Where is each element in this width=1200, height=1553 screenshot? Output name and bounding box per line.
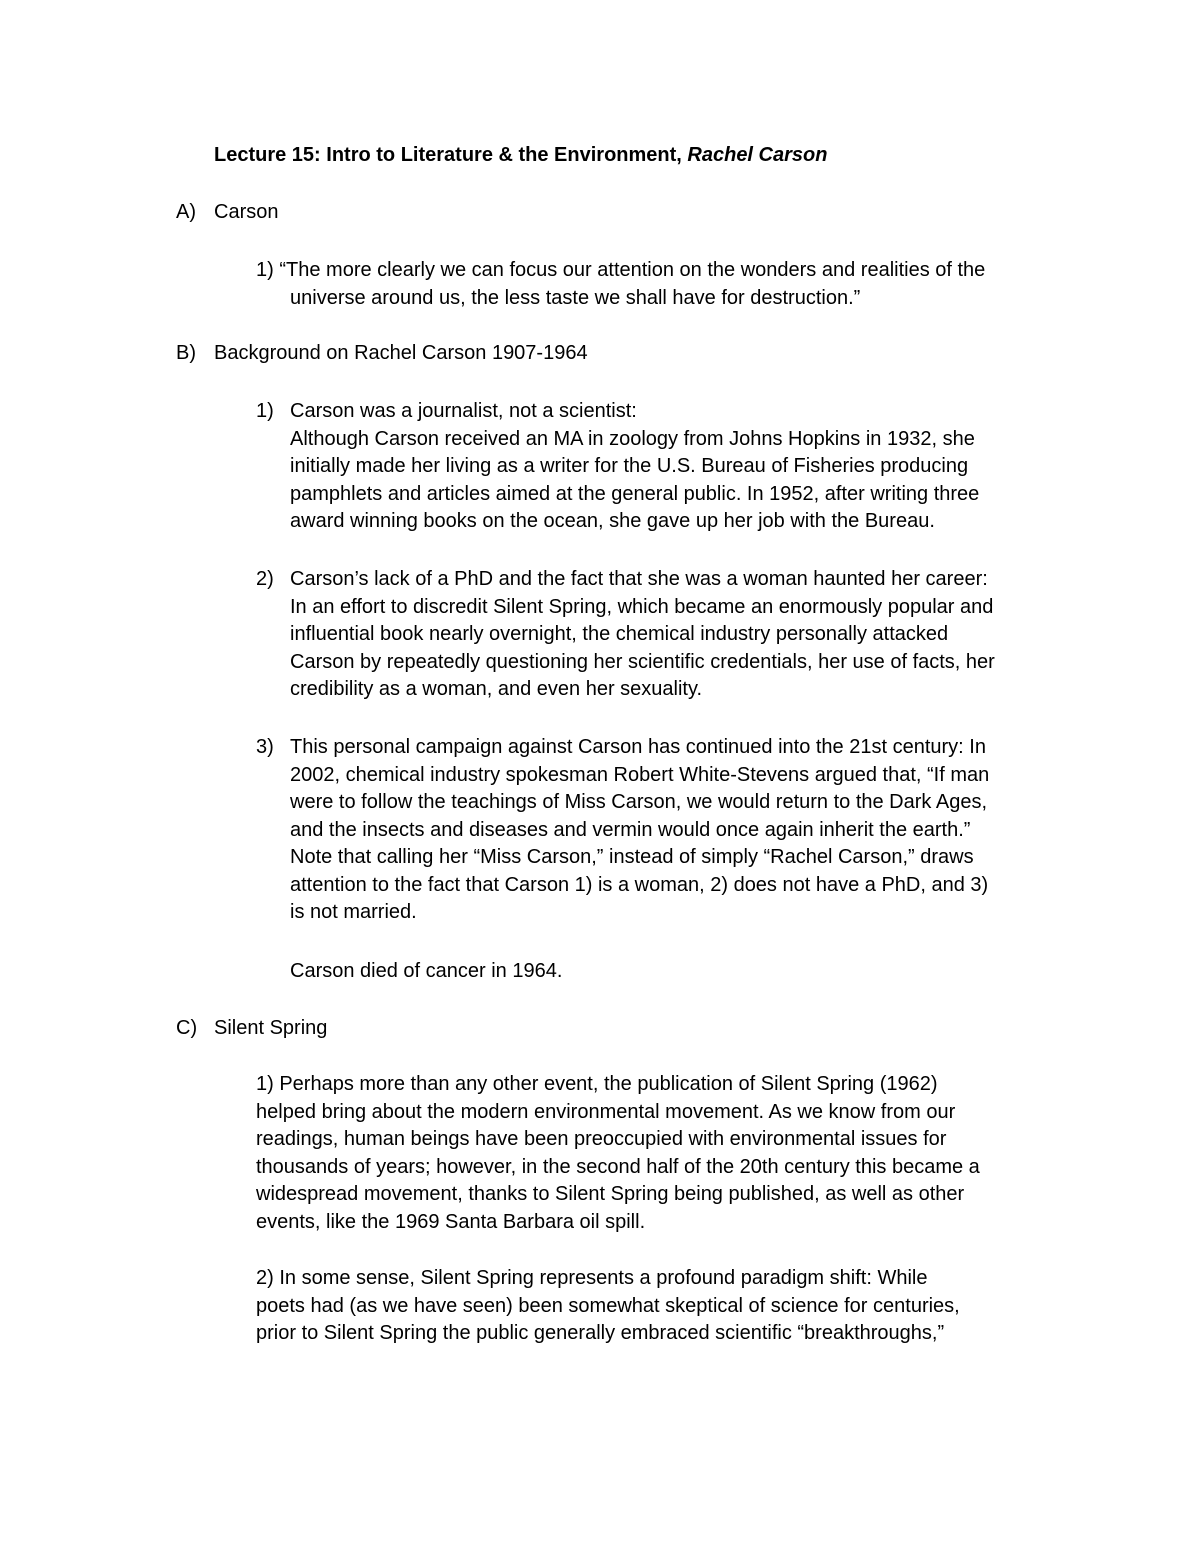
text-line: Carson’s lack of a PhD and the fact that she was a woman haunted her career: xyxy=(290,568,988,590)
section-a-item-1 xyxy=(256,257,1076,312)
text-line: thousands of years; however, in the second half of the 20th century this became a xyxy=(256,1155,980,1178)
text-line: Carson died of cancer in 1964. xyxy=(290,960,563,982)
section-b-item-3 xyxy=(256,734,1076,927)
section-b-item-2 xyxy=(256,566,1076,704)
text-line: credibility as a woman, and even her sexuality. xyxy=(290,678,703,700)
text-line: In an effort to discredit Silent Spring, which became an enormously popular and xyxy=(290,595,994,618)
section-letter: A) xyxy=(176,201,196,223)
title-main: Lecture 15: Intro to Literature & the Environment, xyxy=(214,144,688,166)
text-line: events, like the 1969 Santa Barbara oil spill. xyxy=(256,1210,646,1233)
section-c-heading xyxy=(176,1015,327,1043)
section-b-item-1 xyxy=(256,398,1076,536)
page-title xyxy=(214,142,827,170)
text-line: initially made her living as a writer for the U.S. Bureau of Fisheries producing xyxy=(290,455,969,477)
text-line: prior to Silent Spring the public generally embraced scientific “breakthroughs,” xyxy=(256,1322,945,1344)
text-line: Carson was a journalist, not a scientist: xyxy=(290,400,637,422)
text-line xyxy=(256,257,1076,285)
text-line: readings, human beings have been preoccupied with environmental issues for xyxy=(256,1128,947,1150)
text-line: 2) In some sense, Silent Spring represents a profound paradigm shift: While xyxy=(256,1267,928,1289)
section-c-para-1 xyxy=(256,1071,1076,1236)
text-line: Although Carson received an MA in zoology from Johns Hopkins in 1932, she xyxy=(290,427,975,450)
section-b-note xyxy=(290,958,1110,986)
text-line: 1) Perhaps more than any other event, the publication of Silent Spring (1962) xyxy=(256,1073,938,1095)
text-line: and the insects and diseases and vermin would once again inherit the earth.” xyxy=(290,818,971,841)
section-b-heading xyxy=(176,340,588,368)
section-title: Carson xyxy=(214,201,279,223)
item-body xyxy=(290,398,1080,536)
item-number: 1) xyxy=(256,259,274,281)
text-line: attention to the fact that Carson 1) is a woman, 2) does not have a PhD, and 3) xyxy=(290,873,989,896)
section-title: Background on Rachel Carson 1907-1964 xyxy=(214,342,588,364)
text-line: widespread movement, thanks to Silent Spring being published, as well as other xyxy=(256,1183,965,1205)
item-text: “The more clearly we can focus our attention on the wonders and realities of the xyxy=(279,259,986,281)
section-letter: B) xyxy=(176,342,196,364)
text-line: award winning books on the ocean, she gave up her job with the Bureau. xyxy=(290,510,935,532)
item-number: 1) xyxy=(256,400,274,422)
section-title: Silent Spring xyxy=(214,1017,328,1039)
title-italic: Rachel Carson xyxy=(687,144,828,166)
item-number: 2) xyxy=(256,568,274,590)
section-c-para-2 xyxy=(256,1265,1076,1348)
text-line: 2002, chemical industry spokesman Robert White-Stevens argued that, “If man xyxy=(290,763,990,786)
text-line: Carson by repeatedly questioning her scientific credentials, her use of facts, her xyxy=(290,650,995,673)
text-line: pamphlets and articles aimed at the general public. In 1952, after writing three xyxy=(290,482,980,505)
text-line: universe around us, the less taste we shall have for destruction.” xyxy=(290,286,861,309)
text-line: This personal campaign against Carson has continued into the 21st century: In xyxy=(290,736,986,758)
text-line: Note that calling her “Miss Carson,” instead of simply “Rachel Carson,” draws xyxy=(290,846,974,868)
text-line: poets had (as we have seen) been somewhat skeptical of science for centuries, xyxy=(256,1294,960,1317)
item-body xyxy=(290,566,1080,704)
section-a-heading xyxy=(176,199,278,227)
section-letter: C) xyxy=(176,1017,198,1039)
text-line: influential book nearly overnight, the chemical industry personally attacked xyxy=(290,623,949,645)
text-line: helped bring about the modern environmental movement. As we know from our xyxy=(256,1100,956,1123)
text-line: is not married. xyxy=(290,901,417,923)
text-line: were to follow the teachings of Miss Carson, we would return to the Dark Ages, xyxy=(290,791,988,813)
item-body xyxy=(290,734,1080,927)
item-number: 3) xyxy=(256,736,274,758)
